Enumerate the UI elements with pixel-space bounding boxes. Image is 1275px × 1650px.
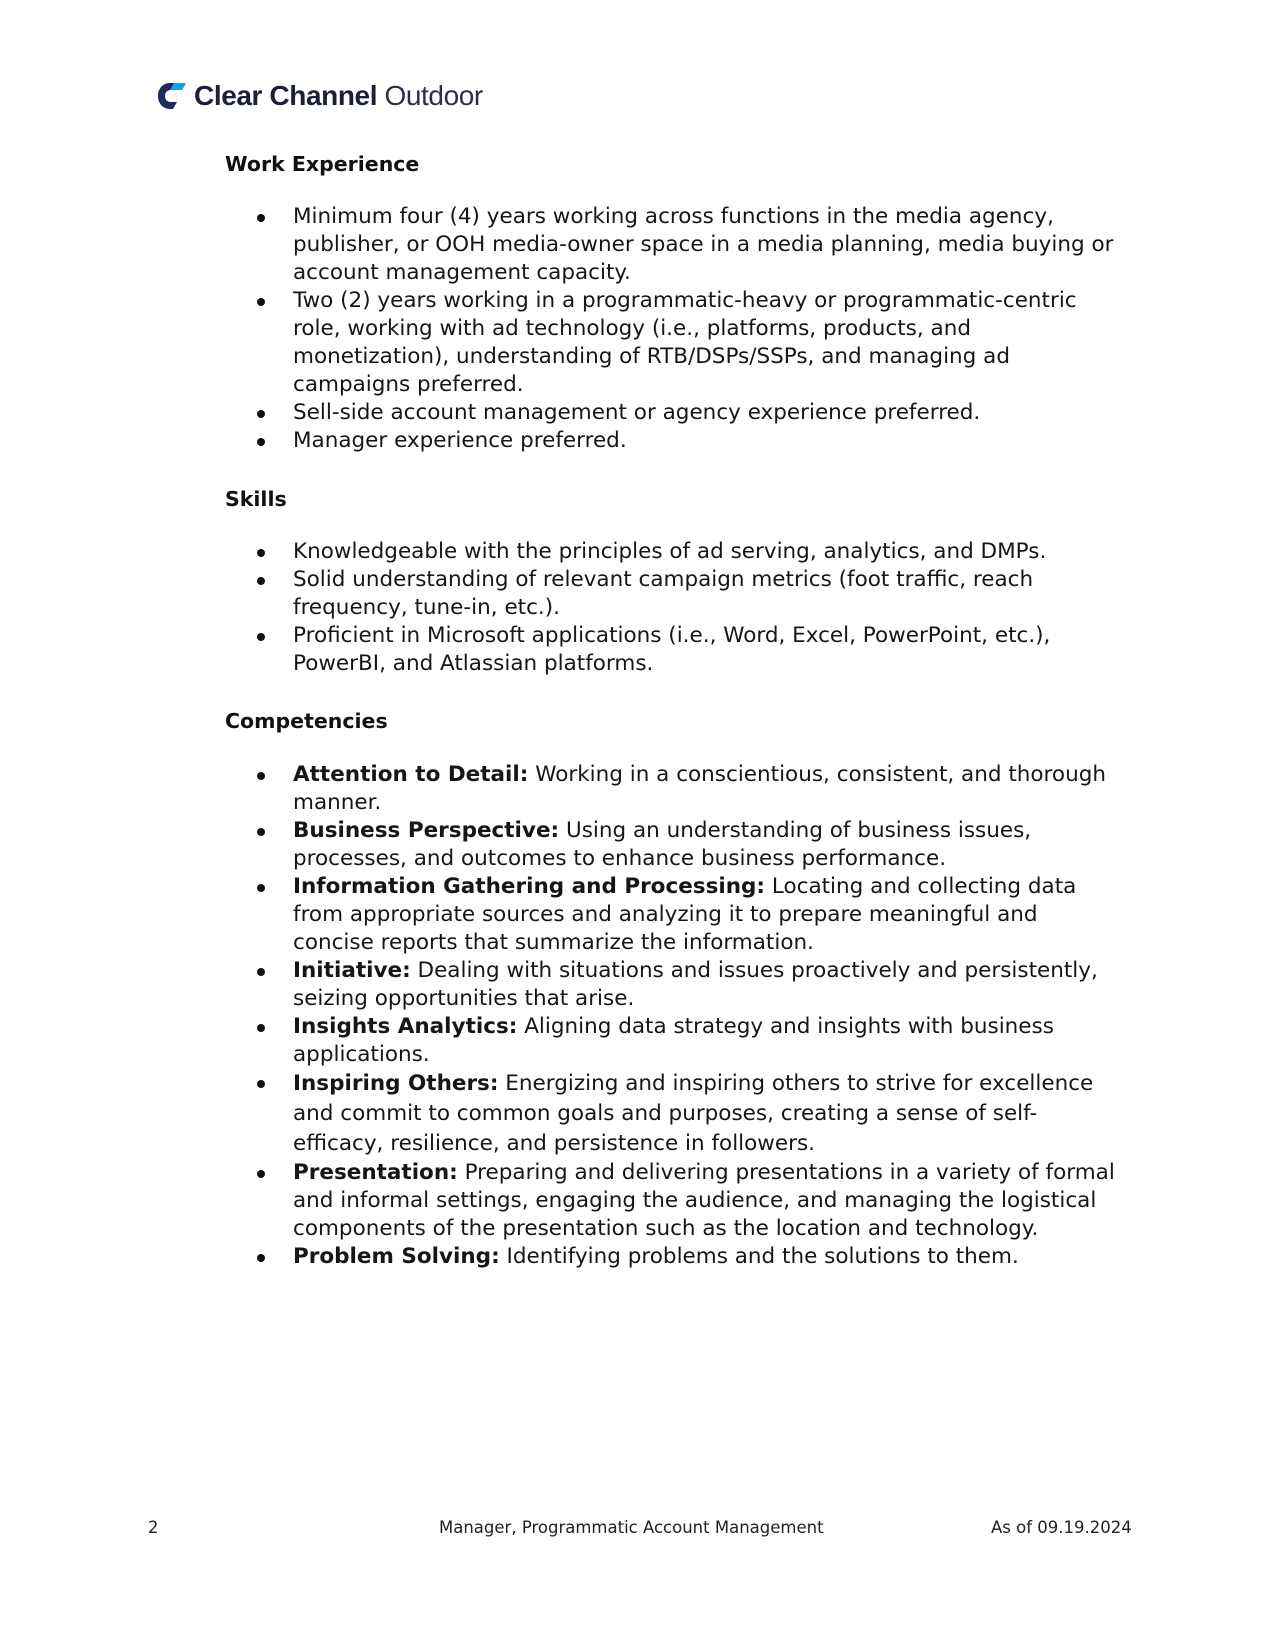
competency-term: Business Perspective: (293, 818, 560, 843)
list-item-text: Knowledgeable with the principles of ad serving, analytics, and DMPs. (293, 539, 1047, 564)
logo-brand-bold: Clear Channel (194, 80, 378, 111)
competency-term: Inspiring Others: (293, 1071, 499, 1096)
list-item-text: Minimum four (4) years working across functions in the media agency, publisher, or OOH media-owner space in a media planning, media buying or account management capacity. (293, 204, 1114, 285)
clear-channel-logo-icon (157, 81, 187, 111)
bullet-icon (257, 214, 265, 222)
competency-description: Aligning data strategy and insights with business applications. (293, 1014, 1054, 1067)
list-item-text: Sell-side account management or agency experience preferred. (293, 400, 981, 425)
competency-description: Using an understanding of business issues, processes, and outcomes to enhance business performance. (293, 818, 1032, 871)
competency-term: Problem Solving: (293, 1244, 500, 1269)
logo-wordmark (194, 82, 483, 110)
competency-description: Locating and collecting data from appropriate sources and analyzing it to prepare meaningful and concise reports that summarize the information. (293, 874, 1077, 955)
bullet-icon (257, 410, 265, 418)
logo-brand-light: Outdoor (384, 80, 483, 111)
list-item (225, 817, 1125, 873)
list-item (225, 427, 1125, 455)
list-item (225, 873, 1125, 957)
list-item-text: Manager experience preferred. (293, 428, 627, 453)
competency-term: Information Gathering and Processing: (293, 874, 766, 899)
footer-date: As of 09.19.2024 (991, 1518, 1132, 1537)
competency-description: Preparing and delivering presentations in a variety of formal and informal settings, engaging the audience, and managing the logistical components of the presentation such as the location and technology. (293, 1160, 1115, 1241)
competencies-list (225, 761, 1125, 1271)
section-heading-competencies: Competencies (225, 709, 388, 733)
list-item (225, 1013, 1125, 1069)
company-logo (157, 81, 483, 111)
list-item (225, 1243, 1125, 1271)
list-item (225, 203, 1125, 287)
list-item (225, 1159, 1125, 1243)
competency-description: Energizing and inspiring others to strive for excellence and commit to common goals and purposes, creating a sense of self-efficacy, resilience, and persistence in followers. (293, 1071, 1094, 1156)
list-item (225, 622, 1125, 678)
document-body (225, 150, 1125, 1271)
skills-list (225, 538, 1125, 678)
bullet-icon (257, 438, 265, 446)
bullet-icon (257, 1170, 265, 1178)
bullet-icon (257, 1024, 265, 1032)
list-item (225, 566, 1125, 622)
competency-term: Attention to Detail: (293, 762, 529, 787)
section-heading-skills: Skills (225, 487, 287, 511)
list-item-text: Solid understanding of relevant campaign metrics (foot traffic, reach frequency, tune-in, etc.). (293, 567, 1034, 620)
bullet-icon (257, 884, 265, 892)
list-item-text: Proficient in Microsoft applications (i.e., Word, Excel, PowerPoint, etc.), PowerBI, and Atlassian platforms. (293, 623, 1051, 676)
list-item-text: Two (2) years working in a programmatic-heavy or programmatic-centric role, working with ad technology (i.e., platforms, products, and monetization), understanding of RTB/DSPs/SSPs, and managing ad campaigns preferred. (293, 288, 1077, 397)
bullet-icon (257, 772, 265, 780)
footer-doc-title: Manager, Programmatic Account Management (439, 1518, 824, 1537)
competency-term: Initiative: (293, 958, 411, 983)
competency-term: Insights Analytics: (293, 1014, 518, 1039)
competency-description: Identifying problems and the solutions to them. (499, 1244, 1019, 1269)
list-item (225, 957, 1125, 1013)
bullet-icon (257, 577, 265, 585)
work-experience-list (225, 203, 1125, 455)
list-item (225, 761, 1125, 817)
competency-description: Working in a conscientious, consistent, and thorough manner. (293, 762, 1106, 815)
list-item (225, 399, 1125, 427)
bullet-icon (257, 1254, 265, 1262)
list-item (225, 538, 1125, 566)
competency-term: Presentation: (293, 1160, 458, 1185)
list-item (225, 287, 1125, 399)
list-item (225, 1069, 1125, 1159)
bullet-icon (257, 633, 265, 641)
section-heading-work-experience: Work Experience (225, 152, 420, 176)
bullet-icon (257, 549, 265, 557)
page-number: 2 (148, 1518, 159, 1537)
bullet-icon (257, 1080, 265, 1088)
bullet-icon (257, 828, 265, 836)
bullet-icon (257, 298, 265, 306)
bullet-icon (257, 968, 265, 976)
competency-description: Dealing with situations and issues proactively and persistently, seizing opportunities that arise. (293, 958, 1098, 1011)
